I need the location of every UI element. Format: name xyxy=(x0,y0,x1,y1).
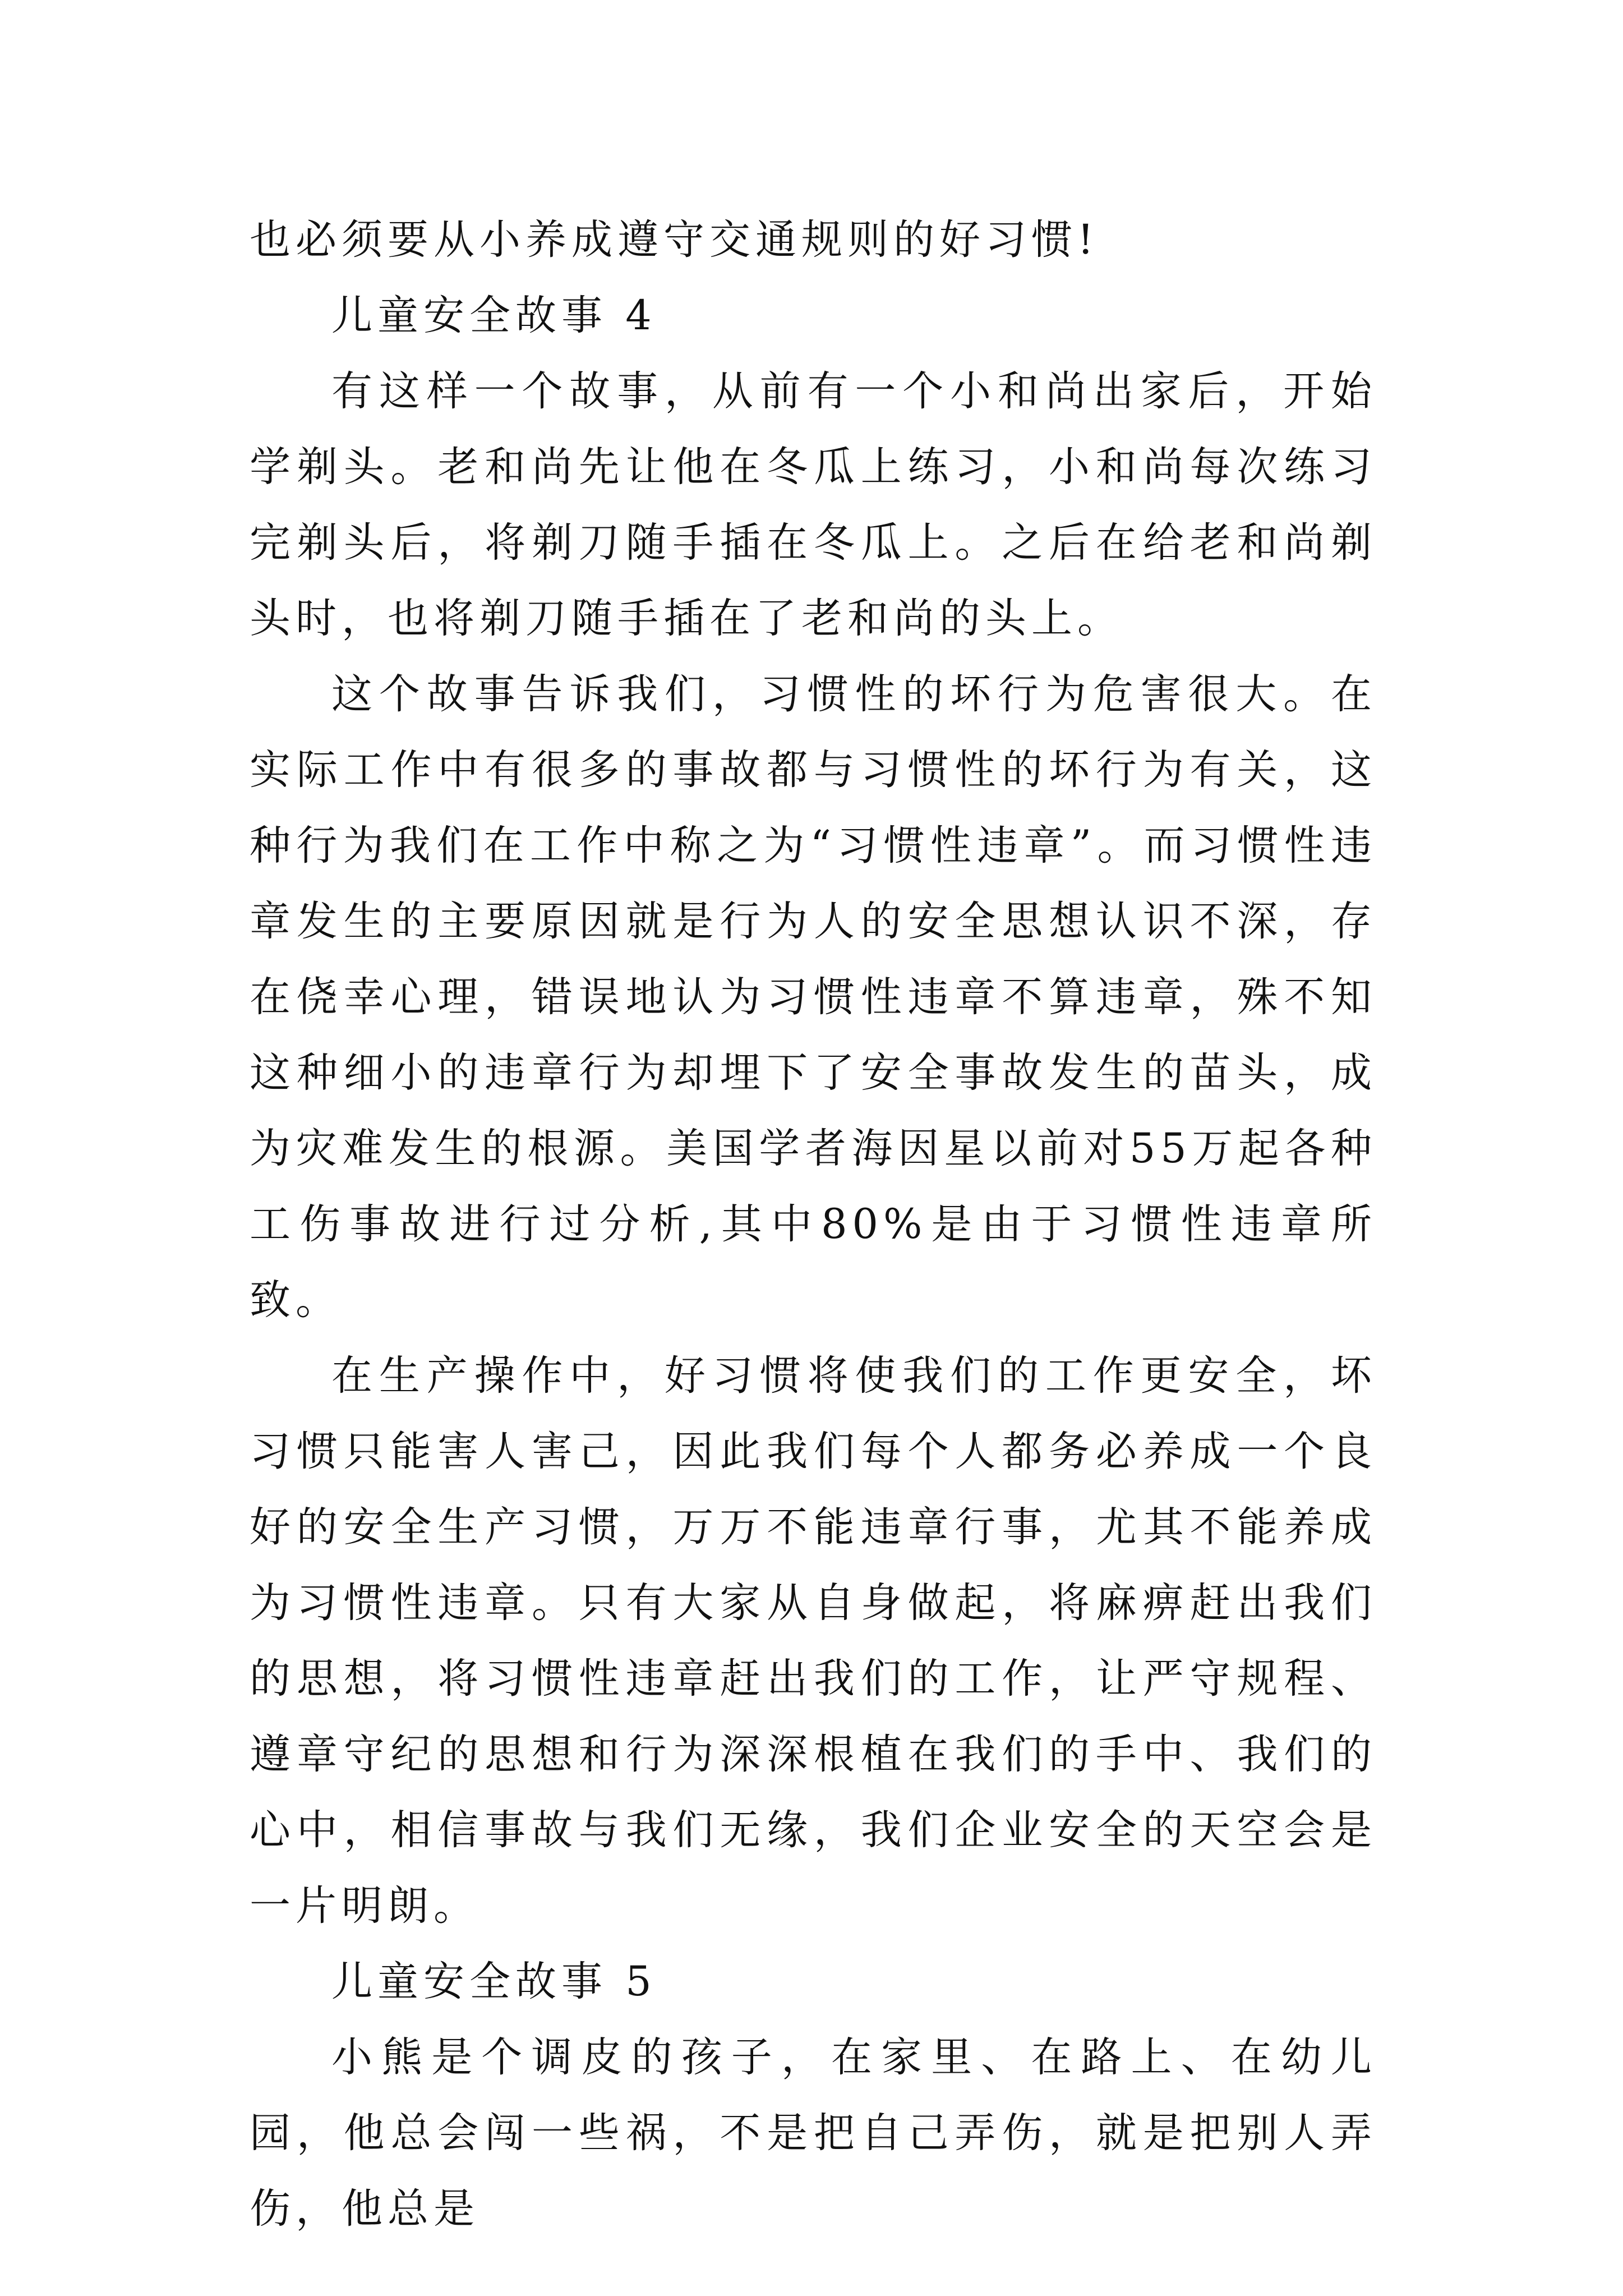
paragraph-story-5-intro: 小熊是个调皮的孩子，在家里、在路上、在幼儿园，他总会闯一些祸，不是把自己弄伤，就是把别人弄伤，他总是 xyxy=(250,2033,1377,2233)
paragraph-story-4-conclusion: 在生产操作中，好习惯将使我们的工作更安全，坏习惯只能害人害己，因此我们每个人都务必养成一个良好的安全生产习惯，万万不能违章行事，尤其不能养成为习惯性违章。只有大家从自身做起，将麻痹赶出我们的思想，将习惯性违章赶出我们的工作，让严守规程、遵章守纪的思想和行为深深根植在我们的手中、我们的心中，相信事故与我们无缘，我们企业安全的天空会是一片明朗。 xyxy=(250,1352,1377,1930)
document-body xyxy=(250,202,1377,2247)
section-heading-story-5: 儿童安全故事 5 xyxy=(331,1958,657,2005)
paragraph-continued: 也必须要从小养成遵守交通规则的好习惯! xyxy=(250,216,1099,264)
paragraph-story-4-intro: 有这样一个故事，从前有一个小和尚出家后，开始学剃头。老和尚先让他在冬瓜上练习，小和尚每次练习完剃头后，将剃刀随手插在冬瓜上。之后在给老和尚剃头时，也将剃刀随手插在了老和尚的头上。 xyxy=(250,367,1377,642)
section-heading-story-4: 儿童安全故事 4 xyxy=(331,292,657,339)
paragraph-story-4-lesson: 这个故事告诉我们，习惯性的坏行为危害很大。在实际工作中有很多的事故都与习惯性的坏行为有关，这种行为我们在工作中称之为“习惯性违章”。而习惯性违章发生的主要原因就是行为人的安全思想认识不深，存在侥幸心理，错误地认为习惯性违章不算违章，殊不知这种细小的违章行为却埋下了安全事故发生的苗头，成为灾难发生的根源。美国学者海因星以前对55万起各种工伤事故进行过分析,其中80%是由于习惯性违章所致。 xyxy=(250,670,1377,1324)
